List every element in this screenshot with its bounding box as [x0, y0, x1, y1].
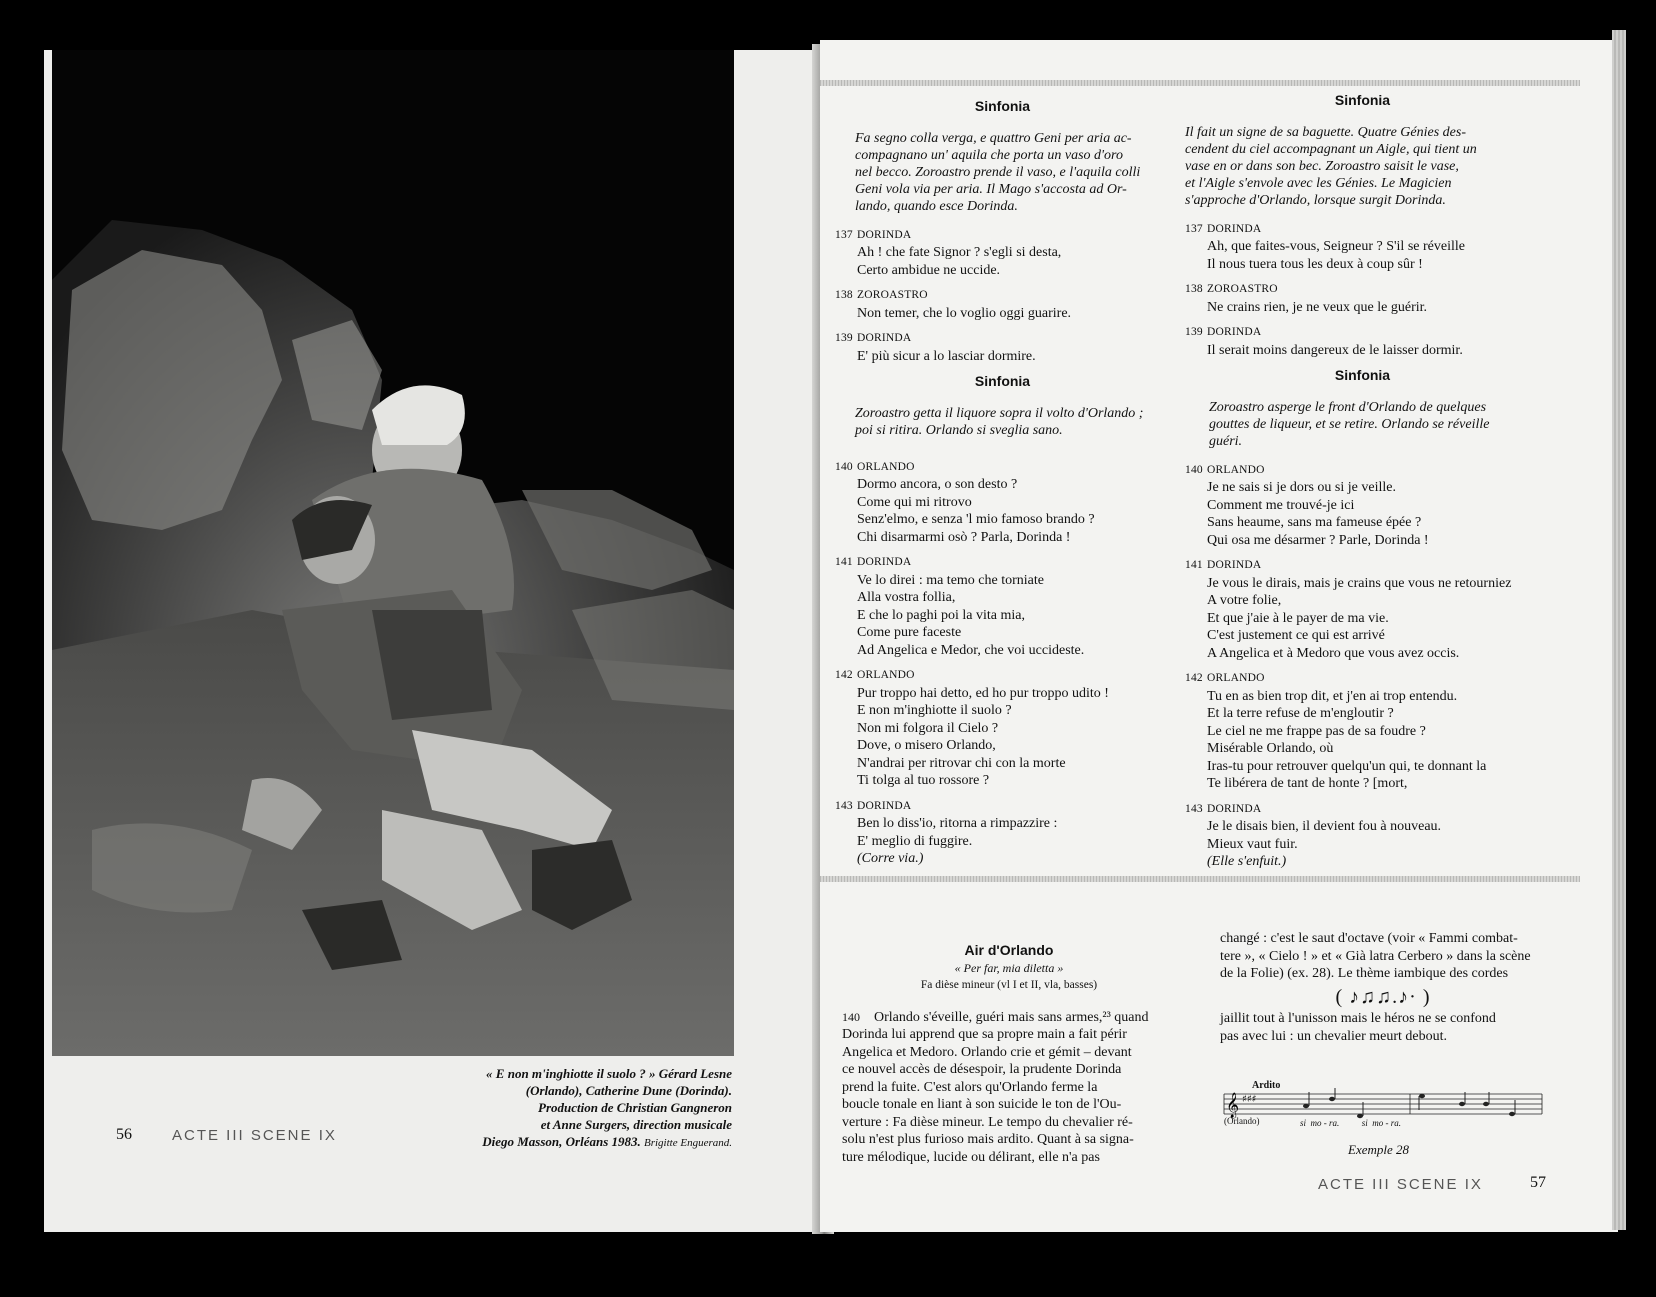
text-line: Chi disarmarmi osò ? Parla, Dorinda ! — [857, 529, 1071, 545]
speaker-name: ZOROASTRO — [1207, 283, 1278, 295]
line-number: 143 — [835, 799, 853, 812]
text-line: Senz'elmo, e senza 'l mio famoso brando ? — [857, 512, 1095, 527]
text-line: E' più sicur a lo lasciar dormire. — [857, 348, 1036, 364]
text-line: pas avec lui : un chevalier meurt debout. — [1220, 1028, 1448, 1044]
speech-block — [1185, 801, 1540, 871]
staff-voice-label: (Orlando) — [1224, 1116, 1260, 1126]
text-line: Ah ! che fate Signor ? s'egli si desta, — [857, 245, 1062, 260]
speech-text — [835, 305, 1170, 323]
caption-line: Production de Christian Gangneron — [538, 1100, 732, 1115]
text-line: tere », « Cielo ! » et « Già latra Cerbero » dans la scène — [1220, 948, 1531, 964]
line-number: 142 — [1185, 672, 1203, 684]
text-line: Misérable Orlando, où — [1207, 741, 1334, 756]
music-lyric: si mo - ra. si mo - ra. — [1300, 1118, 1402, 1128]
text-line: Ti tolga al tuo rossore ? — [857, 773, 990, 788]
text-line: Ad Angelica e Medor, che voi uccideste. — [857, 642, 1085, 658]
text-line: A Angelica et à Medoro que vous avez occis. — [1207, 645, 1460, 661]
air-subtitle: « Per far, mia diletta » — [954, 960, 1064, 975]
text-line: et l'Aigle s'envole avec les Génies. Le Magicien — [1185, 175, 1452, 191]
stage-photograph — [52, 50, 734, 1056]
section-heading: Sinfonia — [1334, 367, 1391, 383]
stage-direction — [855, 405, 1170, 439]
text-line: Ne crains rien, je ne veux que le guérir. — [1207, 299, 1428, 315]
commentary-left — [842, 942, 1176, 1166]
speaker-name: DORINDA — [1207, 559, 1262, 571]
commentary-right — [1220, 930, 1546, 1045]
text-line: Non mi folgora il Cielo ? — [857, 720, 999, 736]
text-line: Iras-tu pour retrouver quelqu'un qui, te donnant la — [1207, 758, 1487, 774]
speech-block — [835, 554, 1170, 659]
text-line: ture mélodique, lucide ou délirant, elle n'a pas — [842, 1149, 1100, 1165]
speech-block — [835, 667, 1170, 790]
section-heading: Sinfonia — [1334, 92, 1391, 108]
speech-block — [1185, 462, 1540, 550]
speech-block — [835, 227, 1170, 280]
text-line: (Elle s'enfuit.) — [1207, 854, 1287, 869]
text-line — [842, 1009, 1176, 1027]
speech-block — [1185, 281, 1540, 316]
line-number: 137 — [1185, 222, 1203, 235]
speaker-name: DORINDA — [1207, 222, 1262, 235]
speech-text — [1185, 688, 1540, 793]
text-line: prend la fuite. C'est alors qu'Orlando ferme la — [842, 1079, 1098, 1095]
running-head: ACTE III SCENE IX — [1318, 1176, 1483, 1193]
speaker-name: ORLANDO — [1207, 672, 1265, 684]
text-line: Il nous tuera tous les deux à coup sûr ! — [1207, 256, 1423, 272]
speech-text — [835, 685, 1170, 790]
line-number: 140 — [1185, 463, 1203, 476]
text-line: Come qui mi ritrovo — [857, 494, 972, 510]
text-line: de la Folie) (ex. 28). Le thème iambique des cordes — [1220, 966, 1509, 981]
line-number: 143 — [1185, 802, 1203, 815]
text-line: Je vous le dirais, mais je crains que vous ne retourniez — [1207, 575, 1512, 591]
text-line: Qui osa me désarmer ? Parle, Dorinda ! — [1207, 532, 1429, 548]
speech-block — [835, 459, 1170, 547]
speech-block — [1185, 221, 1540, 274]
stage-direction — [855, 130, 1170, 215]
text-line: Dorinda lui apprend que sa propre main a fait périr — [842, 1027, 1127, 1042]
speech-text — [835, 815, 1170, 868]
speech-text — [835, 244, 1170, 279]
line-number: 138 — [1185, 283, 1203, 295]
text-line: compagnano un' aquila che porta un vaso d'oro — [855, 147, 1123, 163]
page-number: 56 — [116, 1126, 132, 1143]
speaker-name: DORINDA — [857, 332, 912, 344]
air-title: Air d'Orlando — [964, 942, 1054, 958]
speaker-name: ZOROASTRO — [857, 289, 928, 301]
text-line: E non m'inghiotte il suolo ? — [857, 703, 1012, 718]
text-line: Dove, o misero Orlando, — [857, 738, 996, 753]
text-line: Ve lo direi : ma temo che torniate — [857, 572, 1044, 588]
text-line: gouttes de liqueur, et se retire. Orlando se réveille — [1209, 416, 1490, 432]
text-line: Il serait moins dangereux de le laisser dormir. — [1207, 342, 1463, 358]
photo-image — [52, 50, 734, 1056]
text-line: Sans heaume, sans ma fameuse épée ? — [1207, 515, 1422, 530]
text-line: poi si ritira. Orlando si sveglia sano. — [855, 422, 1063, 438]
speaker-name: DORINDA — [857, 228, 912, 241]
speech-block — [835, 287, 1170, 322]
photo-credit: Brigitte Enguerand. — [644, 1137, 732, 1149]
text-line: verture : Fa dièse mineur. Le tempo du chevalier ré- — [842, 1114, 1133, 1130]
caption-line: Diego Masson, Orléans 1983. — [482, 1134, 641, 1149]
line-number: 139 — [1185, 326, 1203, 338]
text-line: cendent du ciel accompagnant un Aigle, qui tient un — [1185, 141, 1477, 157]
line-number: 141 — [835, 556, 853, 568]
speech-text — [835, 572, 1170, 660]
commentary-paragraph — [1220, 1010, 1546, 1045]
italian-column — [835, 92, 1170, 876]
text-line: changé : c'est le saut d'octave (voir « Fammi combat- — [1220, 931, 1518, 946]
line-number: 138 — [835, 289, 853, 301]
svg-text:𝄞: 𝄞 — [1226, 1093, 1240, 1118]
example-caption: Exemple 28 — [1348, 1142, 1410, 1157]
speech-text — [1185, 342, 1540, 360]
speech-text — [835, 348, 1170, 366]
text-line: Te libérera de tant de honte ? [mort, — [1207, 776, 1408, 791]
line-number: 139 — [835, 332, 853, 344]
text-line: Mieux vaut fuir. — [1207, 836, 1298, 852]
text-line: boucle tonale en liant à son suicide le ton de l'Ou- — [842, 1097, 1122, 1112]
text-line: lando, quando esce Dorinda. — [855, 198, 1018, 214]
text-line: A votre folie, — [1207, 593, 1282, 608]
stage-direction — [1209, 399, 1540, 450]
text-line: Zoroastro asperge le front d'Orlando de quelques — [1209, 399, 1487, 415]
speech-block — [1185, 670, 1540, 793]
text-line: s'approche d'Orlando, lorsque surgit Dorinda. — [1185, 192, 1446, 208]
rhythm-figure: ( ♪♫♫.♪· ) — [1335, 985, 1431, 1008]
text-line: nel becco. Zoroastro prende il vaso, e l'aquila colli — [855, 164, 1141, 180]
text-line: Ben lo diss'io, ritorna a rimpazzire : — [857, 816, 1058, 831]
speaker-name: ORLANDO — [857, 669, 915, 681]
line-number: 137 — [835, 228, 853, 241]
speech-block — [1185, 557, 1540, 662]
french-column — [1185, 86, 1540, 879]
text-line: Angelica et Medoro. Orlando crie et gémit – devant — [842, 1044, 1132, 1060]
text-line: Alla vostra follia, — [857, 590, 956, 605]
text-line: Non temer, che lo voglio oggi guarire. — [857, 305, 1072, 321]
text-line: Pur troppo hai detto, ed ho pur troppo udito ! — [857, 685, 1109, 701]
tempo-mark: Ardito — [1252, 1080, 1281, 1091]
text-line: N'andrai per ritrovar chi con la morte — [857, 755, 1066, 771]
stage-direction — [1185, 124, 1540, 209]
caption-line: (Orlando), Catherine Dune (Dorinda). — [525, 1083, 732, 1098]
speaker-name: ORLANDO — [1207, 463, 1265, 476]
text-line: jaillit tout à l'unisson mais le héros ne se confond — [1220, 1011, 1496, 1026]
text-line: Comment me trouvé-je ici — [1207, 497, 1355, 513]
text-line: Geni vola via per aria. Il Mago s'accosta ad Or- — [855, 181, 1127, 197]
paragraph-number: 140 — [842, 1009, 860, 1024]
text-line: (Corre via.) — [857, 851, 924, 866]
speech-block — [835, 330, 1170, 365]
text-line: vase en or dans son bec. Zoroastro saisit le vase, — [1185, 158, 1459, 174]
speaker-name: ORLANDO — [857, 460, 915, 473]
commentary-paragraph — [1220, 930, 1546, 983]
speech-text — [1185, 818, 1540, 871]
text-line: Zoroastro getta il liquore sopra il volto d'Orlando ; — [855, 405, 1144, 421]
running-head: ACTE III SCENE IX — [172, 1127, 337, 1144]
text-line: Et la terre refuse de m'engloutir ? — [1207, 706, 1394, 721]
text-line: E che lo paghi poi la vita mia, — [857, 607, 1025, 623]
speech-block — [1185, 324, 1540, 359]
text-line: C'est justement ce qui est arrivé — [1207, 628, 1385, 643]
speech-text — [1185, 299, 1540, 317]
middle-rule — [820, 876, 1580, 882]
right-page — [820, 40, 1618, 1232]
text-line: Je ne sais si je dors ou si je veille. — [1207, 480, 1396, 495]
caption-line: « E non m'inghiotte il suolo ? » Gérard Lesne — [486, 1066, 732, 1081]
line-number: 140 — [835, 460, 853, 473]
speaker-name: DORINDA — [1207, 326, 1262, 338]
text-line: Certo ambidue ne uccide. — [857, 262, 1001, 278]
speech-text — [1185, 575, 1540, 663]
text-line: Tu en as bien trop dit, et j'en ai trop entendu. — [1207, 688, 1458, 704]
page-edges — [1612, 30, 1626, 1230]
text-line-content: Orlando s'éveille, guéri mais sans armes,²³ quand — [874, 1009, 1149, 1025]
section-heading: Sinfonia — [974, 98, 1031, 114]
text-line: Come pure faceste — [857, 625, 962, 640]
speech-text — [1185, 238, 1540, 273]
section-heading: Sinfonia — [974, 373, 1031, 389]
text-line: Il fait un signe de sa baguette. Quatre Génies des- — [1185, 124, 1466, 140]
text-line: solu n'est plus furioso mais ardito. Quant à sa signa- — [842, 1132, 1134, 1147]
speech-text — [1185, 479, 1540, 549]
text-line: Et que j'aie à le payer de ma vie. — [1207, 610, 1389, 626]
speaker-name: DORINDA — [857, 556, 912, 568]
text-line: Je le disais bien, il devient fou à nouveau. — [1207, 819, 1442, 834]
text-line: ce nouvel accès de désespoir, la prudente Dorinda — [842, 1062, 1122, 1077]
air-key: Fa dièse mineur (vl I et II, vla, basses) — [920, 979, 1098, 991]
text-line: Le ciel ne me frappe pas de sa foudre ? — [1207, 723, 1426, 739]
page-number: 57 — [1530, 1174, 1546, 1191]
text-line: guéri. — [1209, 433, 1243, 449]
speaker-name: DORINDA — [857, 799, 912, 812]
text-line: Dormo ancora, o son desto ? — [857, 477, 1018, 492]
line-number: 141 — [1185, 559, 1203, 571]
left-page — [44, 50, 822, 1232]
svg-text:♯♯♯: ♯♯♯ — [1242, 1094, 1257, 1105]
speech-block — [835, 798, 1170, 868]
commentary-paragraph — [842, 1009, 1176, 1167]
caption-line: et Anne Surgers, direction musicale — [540, 1117, 732, 1132]
speech-text — [835, 476, 1170, 546]
text-line: E' meglio di fuggire. — [857, 833, 973, 849]
speaker-name: DORINDA — [1207, 802, 1262, 815]
line-number: 142 — [835, 669, 853, 681]
text-line: Fa segno colla verga, e quattro Geni per aria ac- — [855, 130, 1132, 146]
text-line: Ah, que faites-vous, Seigneur ? S'il se réveille — [1207, 239, 1465, 254]
